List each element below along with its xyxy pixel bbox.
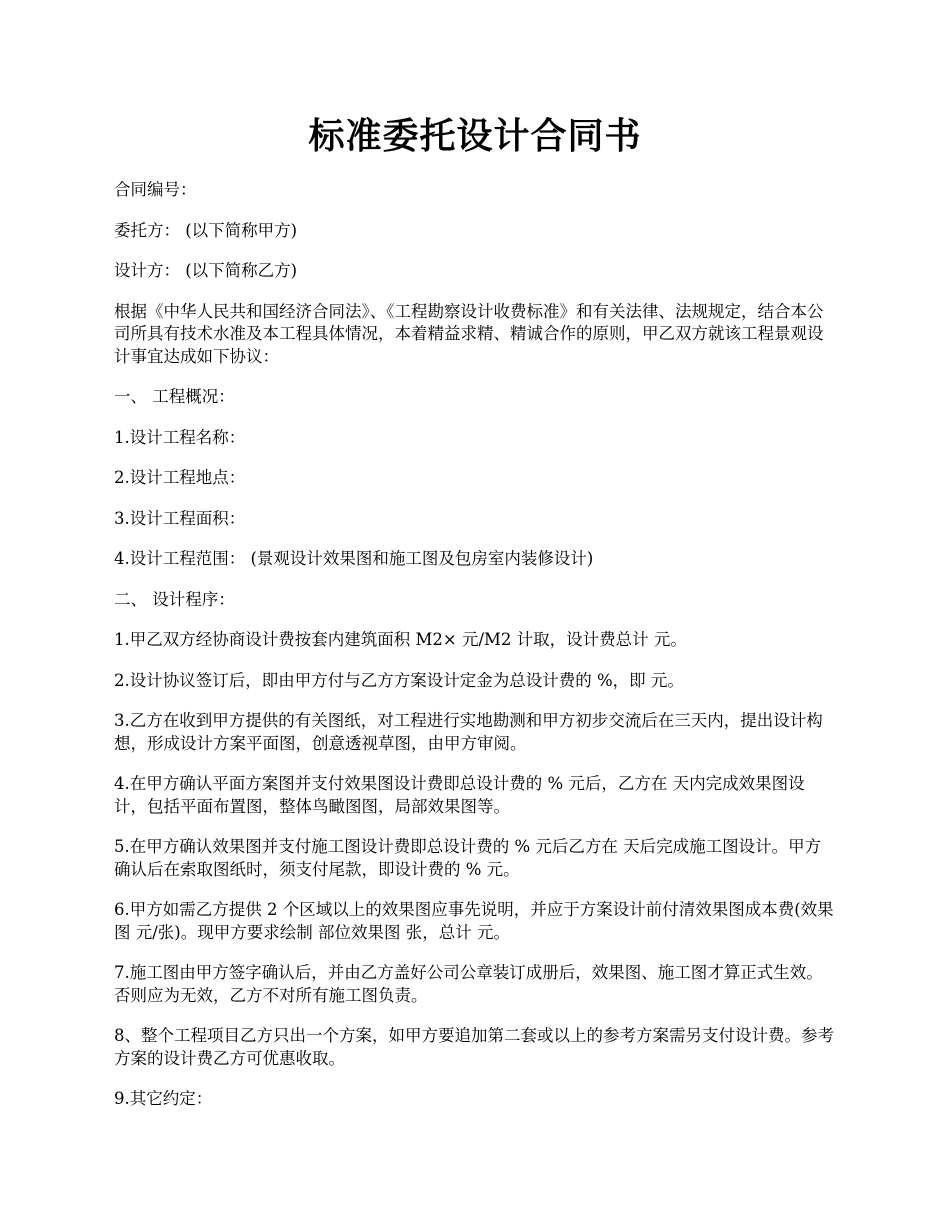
section-heading-project-overview: 一、 工程概况：	[114, 387, 235, 406]
procedure-item-7: 7.施工图由甲方签字确认后，并由乙方盖好公司公章装订成册后，效果图、施工图才算正式生效。否则应为无效，乙方不对所有施工图负责。	[114, 963, 823, 1005]
document-body	[114, 179, 834, 1129]
procedure-item-1: 1.甲乙双方经协商设计费按套内建筑面积 M2× 元/M2 计取，设计费总计 元。	[114, 630, 687, 649]
procedure-item-2: 2.设计协议签订后，即由甲方付与乙方方案设计定金为总设计费的 %，即 元。	[114, 670, 684, 690]
section-heading-design-procedure: 二、 设计程序：	[114, 589, 235, 609]
project-scope-item: 4.设计工程范围： (景观设计效果图和施工图及包房室内装修设计)	[114, 549, 594, 568]
contract-number-line: 合同编号：	[114, 180, 197, 199]
project-area-item: 3.设计工程面积：	[114, 508, 246, 528]
designer-line: 设计方： (以下简称乙方)	[114, 261, 298, 280]
client-line: 委托方： (以下简称甲方)	[114, 220, 298, 240]
procedure-item-4: 4.在甲方确认平面方案图并支付效果图设计费即总设计费的 % 元后，乙方在 天内完成效果图设计，包括平面布置图，整体鸟瞰图图，局部效果图等。	[114, 774, 805, 816]
procedure-item-3: 3.乙方在收到甲方提供的有关图纸，对工程进行实地勘测和甲方初步交流后在三天内，提出设计构想，形成设计方案平面图，创意透视草图，由甲方审阅。	[114, 711, 823, 753]
procedure-item-5: 5.在甲方确认效果图并支付施工图设计费即总设计费的 % 元后乙方在 天后完成施工图设计。甲方确认后在索取图纸时，须支付尾款，即设计费的 % 元。	[114, 837, 822, 879]
preamble-paragraph: 根据《中华人民共和国经济合同法》、《工程勘察设计收费标准》和有关法律、法规规定，结合本公司所具有技术水准及本工程具体情况，本着精益求精、精诚合作的原则，甲乙双方就该工程景观设计事宜达成如下协议：	[114, 301, 824, 366]
procedure-item-9: 9.其它约定：	[114, 1089, 213, 1108]
project-location-item: 2.设计工程地点：	[114, 468, 246, 487]
procedure-item-8: 8、整个工程项目乙方只出一个方案，如甲方要追加第二套或以上的参考方案需另支付设计费。参考方案的设计费乙方可优惠收取。	[114, 1026, 834, 1068]
project-name-item: 1.设计工程名称：	[114, 427, 246, 447]
procedure-item-6: 6.甲方如需乙方提供 2 个区域以上的效果图应事先说明，并应于方案设计前付清效果图成本费(效果图 元/张)。现甲方要求绘制 部位效果图 张，总计 元。	[114, 900, 834, 942]
document-title: 标准委托设计合同书	[308, 115, 642, 157]
